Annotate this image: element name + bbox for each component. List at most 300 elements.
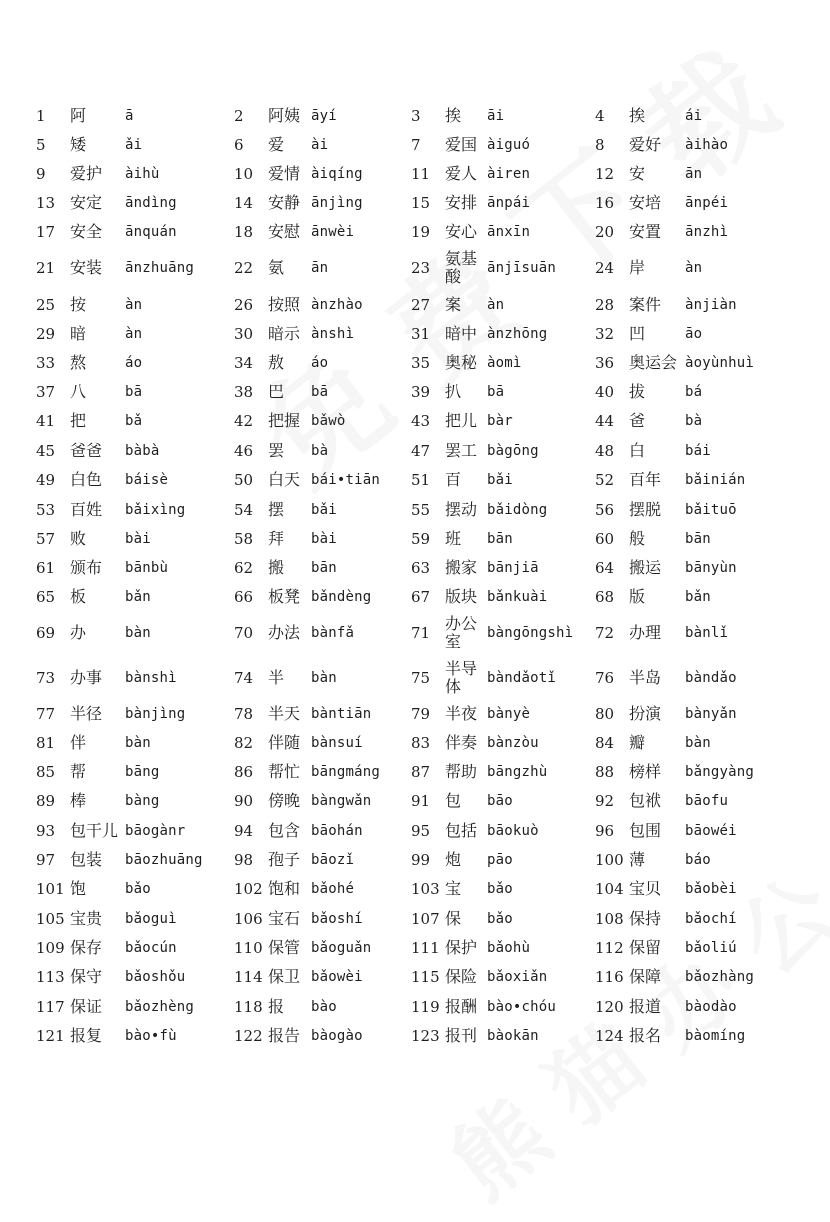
entry-number: 94 [234, 822, 254, 840]
entry-word: 保障 [629, 967, 662, 986]
entry-number: 40 [595, 383, 615, 401]
entry-word: 摆 [268, 500, 285, 519]
entry-pinyin: bái•tiān [311, 472, 381, 488]
entry-number: 91 [411, 792, 431, 810]
entry-number: 52 [595, 471, 615, 489]
entry-pinyin: bān [487, 531, 513, 547]
entry-word: 孢子 [268, 850, 301, 869]
entry-number: 103 [411, 880, 440, 898]
entry-word: 保守 [70, 967, 103, 986]
entry-pinyin: bào [311, 999, 337, 1015]
table-row [0, 787, 830, 816]
entry-word: 摆动 [445, 500, 478, 519]
entry-word: 爱国 [445, 135, 478, 154]
entry-number: 90 [234, 792, 254, 810]
entry-number: 14 [234, 194, 254, 212]
entry-word: 办法 [268, 623, 301, 642]
entry-number: 16 [595, 194, 615, 212]
entry-number: 78 [234, 705, 254, 723]
entry-number: 27 [411, 296, 431, 314]
entry-word: 奥运会 [629, 353, 678, 372]
entry-number: 108 [595, 910, 624, 928]
entry-pinyin: ànzhào [311, 297, 363, 313]
entry-word: 凹 [629, 324, 646, 343]
entry-word: 报酬 [445, 997, 478, 1016]
table-row [0, 437, 830, 466]
entry-word: 把儿 [445, 411, 478, 430]
entry-pinyin: bàn [125, 625, 151, 641]
entry-number: 106 [234, 910, 263, 928]
entry-number: 31 [411, 325, 431, 343]
entry-word: 报告 [268, 1026, 301, 1045]
entry-pinyin: báisè [125, 472, 169, 488]
entry-number: 51 [411, 471, 431, 489]
entry-number: 113 [36, 968, 65, 986]
table-row [0, 131, 830, 160]
entry-word: 板 [70, 587, 87, 606]
entry-number: 18 [234, 223, 254, 241]
entry-pinyin: bǎozhèng [125, 999, 195, 1015]
entry-pinyin: àomì [487, 355, 522, 371]
entry-number: 47 [411, 442, 431, 460]
entry-word: 伴奏 [445, 733, 478, 752]
entry-pinyin: bànsuí [311, 735, 363, 751]
entry-pinyin: bàodào [685, 999, 737, 1015]
entry-word: 包围 [629, 821, 662, 840]
entry-word: 颁布 [70, 558, 103, 577]
entry-number: 109 [36, 939, 65, 957]
entry-number: 83 [411, 734, 431, 752]
entry-word: 拜 [268, 529, 285, 548]
entry-word: 办事 [70, 668, 103, 687]
entry-word: 安装 [70, 258, 103, 277]
entry-word: 百姓 [70, 500, 103, 519]
entry-pinyin: bàgōng [487, 443, 539, 459]
entry-word: 挨 [629, 106, 646, 125]
entry-number: 58 [234, 530, 254, 548]
entry-pinyin: ài [311, 137, 329, 153]
entry-word: 扮演 [629, 704, 662, 723]
entry-pinyin: bāohán [311, 823, 363, 839]
entry-word: 氨基酸 [445, 249, 478, 286]
entry-pinyin: bǎohé [311, 881, 355, 897]
table-row [0, 378, 830, 407]
entry-pinyin: bànjìng [125, 706, 186, 722]
entry-pinyin: ànshì [311, 326, 355, 342]
entry-pinyin: àn [125, 326, 143, 342]
entry-word: 摆脱 [629, 500, 662, 519]
entry-word: 爱情 [268, 164, 301, 183]
entry-number: 30 [234, 325, 254, 343]
entry-pinyin: bái [685, 443, 711, 459]
entry-number: 122 [234, 1027, 263, 1045]
entry-word: 半天 [268, 704, 301, 723]
entry-word: 保持 [629, 909, 662, 928]
entry-pinyin: ānzhuāng [125, 260, 195, 276]
entry-pinyin: bāngzhù [487, 764, 548, 780]
entry-number: 10 [234, 165, 254, 183]
entry-word: 百年 [629, 470, 662, 489]
entry-word: 按照 [268, 295, 301, 314]
entry-number: 98 [234, 851, 254, 869]
entry-number: 84 [595, 734, 615, 752]
entry-pinyin: bǎituō [685, 502, 737, 518]
table-row [0, 658, 830, 698]
entry-pinyin: bàn [125, 735, 151, 751]
entry-number: 64 [595, 559, 615, 577]
entry-word: 败 [70, 529, 87, 548]
entry-pinyin: àiqíng [311, 166, 363, 182]
entry-word: 半导体 [445, 659, 478, 696]
entry-pinyin: bǎobèi [685, 881, 737, 897]
entry-word: 宝贵 [70, 909, 103, 928]
entry-word: 报名 [629, 1026, 662, 1045]
entry-word: 半岛 [629, 668, 662, 687]
entry-word: 暗 [70, 324, 87, 343]
entry-word: 爱人 [445, 164, 478, 183]
entry-word: 帮助 [445, 762, 478, 781]
entry-number: 79 [411, 705, 431, 723]
table-row [0, 349, 830, 378]
entry-word: 安心 [445, 222, 478, 241]
entry-number: 15 [411, 194, 431, 212]
entry-pinyin: bànlǐ [685, 625, 729, 641]
entry-number: 6 [234, 136, 244, 154]
entry-pinyin: ān [311, 260, 329, 276]
entry-number: 4 [595, 107, 605, 125]
entry-word: 安定 [70, 193, 103, 212]
entry-pinyin: bànshì [125, 670, 177, 686]
entry-word: 安全 [70, 222, 103, 241]
entry-word: 报道 [629, 997, 662, 1016]
entry-word: 保管 [268, 938, 301, 957]
entry-word: 宝石 [268, 909, 301, 928]
entry-pinyin: ànzhōng [487, 326, 548, 342]
entry-pinyin: ànjiàn [685, 297, 737, 313]
table-row [0, 758, 830, 787]
entry-pinyin: bā [311, 384, 329, 400]
entry-pinyin: bào•fù [125, 1028, 177, 1044]
entry-number: 77 [36, 705, 56, 723]
entry-word: 安培 [629, 193, 662, 212]
entry-number: 80 [595, 705, 615, 723]
entry-pinyin: bàogào [311, 1028, 363, 1044]
table-row [0, 496, 830, 525]
entry-number: 13 [36, 194, 56, 212]
entry-number: 35 [411, 354, 431, 372]
entry-number: 8 [595, 136, 605, 154]
entry-pinyin: àiren [487, 166, 531, 182]
entry-pinyin: bàn [311, 670, 337, 686]
table-row [0, 1022, 830, 1051]
table-row [0, 963, 830, 992]
entry-number: 104 [595, 880, 624, 898]
entry-word: 拔 [629, 382, 646, 401]
entry-word: 帮 [70, 762, 87, 781]
entry-word: 板凳 [268, 587, 301, 606]
entry-word: 暗中 [445, 324, 478, 343]
entry-pinyin: bǎocún [125, 940, 177, 956]
entry-pinyin: ānwèi [311, 224, 355, 240]
entry-number: 45 [36, 442, 56, 460]
entry-pinyin: bǎ [125, 413, 143, 429]
entry-number: 96 [595, 822, 615, 840]
entry-word: 饱 [70, 879, 87, 898]
entry-word: 奥秘 [445, 353, 478, 372]
table-row [0, 248, 830, 288]
entry-word: 瓣 [629, 733, 646, 752]
entry-pinyin: bǎidòng [487, 502, 548, 518]
entry-word: 饱和 [268, 879, 301, 898]
entry-word: 安 [629, 164, 646, 183]
entry-number: 86 [234, 763, 254, 781]
entry-word: 包 [445, 791, 462, 810]
entry-pinyin: bǎowèi [311, 969, 363, 985]
entry-word: 阿姨 [268, 106, 301, 125]
entry-number: 26 [234, 296, 254, 314]
entry-number: 22 [234, 259, 254, 277]
entry-pinyin: bāokuò [487, 823, 539, 839]
entry-pinyin: àihù [125, 166, 160, 182]
entry-number: 36 [595, 354, 615, 372]
entry-number: 23 [411, 259, 431, 277]
entry-pinyin: bǎoxiǎn [487, 969, 548, 985]
entry-pinyin: bǎoguì [125, 911, 177, 927]
entry-number: 54 [234, 501, 254, 519]
entry-number: 29 [36, 325, 56, 343]
entry-number: 89 [36, 792, 56, 810]
entry-pinyin: bàn [685, 735, 711, 751]
entry-word: 安慰 [268, 222, 301, 241]
entry-pinyin: ái [685, 108, 703, 124]
entry-number: 95 [411, 822, 431, 840]
entry-number: 62 [234, 559, 254, 577]
entry-pinyin: bà [311, 443, 329, 459]
entry-number: 110 [234, 939, 263, 957]
table-row [0, 583, 830, 612]
entry-word: 半径 [70, 704, 103, 723]
entry-word: 保卫 [268, 967, 301, 986]
entry-word: 安置 [629, 222, 662, 241]
entry-pinyin: ānxīn [487, 224, 531, 240]
entry-pinyin: bānjiā [487, 560, 539, 576]
table-row [0, 934, 830, 963]
entry-number: 41 [36, 412, 56, 430]
entry-number: 65 [36, 588, 56, 606]
entry-pinyin: bà [685, 413, 703, 429]
entry-number: 101 [36, 880, 65, 898]
entry-number: 99 [411, 851, 431, 869]
entry-word: 百 [445, 470, 462, 489]
table-row [0, 102, 830, 131]
entry-pinyin: bāozhuāng [125, 852, 203, 868]
entry-pinyin: bànzòu [487, 735, 539, 751]
entry-pinyin: bǎn [685, 589, 711, 605]
entry-pinyin: bǎochí [685, 911, 737, 927]
entry-number: 46 [234, 442, 254, 460]
entry-pinyin: àihào [685, 137, 729, 153]
entry-word: 案件 [629, 295, 662, 314]
entry-number: 2 [234, 107, 244, 125]
table-row [0, 846, 830, 875]
entry-pinyin: bàngwǎn [311, 793, 372, 809]
entry-word: 八 [70, 382, 87, 401]
table-row [0, 817, 830, 846]
entry-word: 报 [268, 997, 285, 1016]
entry-number: 69 [36, 624, 56, 642]
entry-pinyin: bān [685, 531, 711, 547]
entry-word: 保 [445, 909, 462, 928]
entry-pinyin: bāogànr [125, 823, 186, 839]
entry-pinyin: bā [125, 384, 143, 400]
entry-word: 把握 [268, 411, 301, 430]
entry-word: 敖 [268, 353, 285, 372]
entry-number: 37 [36, 383, 56, 401]
entry-pinyin: ānjìng [311, 195, 363, 211]
entry-number: 97 [36, 851, 56, 869]
entry-number: 7 [411, 136, 421, 154]
table-row [0, 525, 830, 554]
entry-number: 21 [36, 259, 56, 277]
entry-pinyin: bǎoshí [311, 911, 363, 927]
entry-word: 版 [629, 587, 646, 606]
entry-word: 包装 [70, 850, 103, 869]
entry-word: 爸爸 [70, 441, 103, 460]
entry-pinyin: bāofu [685, 793, 729, 809]
entry-number: 59 [411, 530, 431, 548]
table-row [0, 320, 830, 349]
entry-number: 66 [234, 588, 254, 606]
entry-pinyin: bǎinián [685, 472, 746, 488]
table-row [0, 218, 830, 247]
entry-pinyin: bǎi [487, 472, 513, 488]
entry-number: 114 [234, 968, 263, 986]
entry-word: 包干儿 [70, 821, 119, 840]
entry-word: 扒 [445, 382, 462, 401]
entry-number: 44 [595, 412, 615, 430]
entry-number: 73 [36, 669, 56, 687]
entry-number: 38 [234, 383, 254, 401]
entry-number: 71 [411, 624, 431, 642]
entry-word: 榜样 [629, 762, 662, 781]
entry-pinyin: àiguó [487, 137, 531, 153]
entry-number: 102 [234, 880, 263, 898]
entry-pinyin: bā [487, 384, 505, 400]
entry-number: 92 [595, 792, 615, 810]
entry-word: 白色 [70, 470, 103, 489]
entry-number: 53 [36, 501, 56, 519]
entry-word: 保存 [70, 938, 103, 957]
entry-number: 68 [595, 588, 615, 606]
entry-pinyin: àn [487, 297, 505, 313]
entry-number: 93 [36, 822, 56, 840]
entry-number: 67 [411, 588, 431, 606]
entry-pinyin: bànfǎ [311, 625, 355, 641]
entry-number: 123 [411, 1027, 440, 1045]
entry-pinyin: bào•chóu [487, 999, 557, 1015]
entry-pinyin: bǎi [311, 502, 337, 518]
entry-pinyin: bāng [125, 764, 160, 780]
table-row [0, 189, 830, 218]
entry-pinyin: bàokān [487, 1028, 539, 1044]
entry-number: 11 [411, 165, 431, 183]
entry-pinyin: bānyùn [685, 560, 737, 576]
entry-pinyin: bǎoshǒu [125, 969, 186, 985]
entry-word: 案 [445, 295, 462, 314]
entry-number: 76 [595, 669, 615, 687]
entry-pinyin: àn [685, 260, 703, 276]
entry-pinyin: bàbà [125, 443, 160, 459]
entry-pinyin: ānpái [487, 195, 531, 211]
entry-pinyin: bài [125, 531, 151, 547]
entry-number: 85 [36, 763, 56, 781]
entry-number: 74 [234, 669, 254, 687]
entry-number: 5 [36, 136, 46, 154]
entry-number: 115 [411, 968, 440, 986]
entry-word: 白 [629, 441, 646, 460]
entry-number: 32 [595, 325, 615, 343]
entry-word: 薄 [629, 850, 646, 869]
entry-word: 包括 [445, 821, 478, 840]
entry-number: 17 [36, 223, 56, 241]
entry-word: 熬 [70, 353, 87, 372]
entry-pinyin: bàntiān [311, 706, 372, 722]
entry-word: 氨 [268, 258, 285, 277]
entry-number: 12 [595, 165, 615, 183]
entry-number: 60 [595, 530, 615, 548]
entry-number: 3 [411, 107, 421, 125]
entry-pinyin: bān [311, 560, 337, 576]
entry-word: 包含 [268, 821, 301, 840]
entry-word: 爱好 [629, 135, 662, 154]
entry-number: 19 [411, 223, 431, 241]
entry-word: 爱 [268, 135, 285, 154]
entry-word: 挨 [445, 106, 462, 125]
entry-pinyin: bǎngyàng [685, 764, 755, 780]
entry-pinyin: bǎoguǎn [311, 940, 372, 956]
entry-word: 半 [268, 668, 285, 687]
table-row [0, 700, 830, 729]
entry-number: 42 [234, 412, 254, 430]
entry-number: 107 [411, 910, 440, 928]
entry-number: 82 [234, 734, 254, 752]
entry-pinyin: bāo [487, 793, 513, 809]
entry-word: 帮忙 [268, 762, 301, 781]
entry-word: 矮 [70, 135, 87, 154]
entry-number: 81 [36, 734, 56, 752]
entry-pinyin: bàng [125, 793, 160, 809]
entry-pinyin: ānquán [125, 224, 177, 240]
entry-word: 宝 [445, 879, 462, 898]
entry-pinyin: ǎi [125, 137, 143, 153]
entry-pinyin: bǎo [125, 881, 151, 897]
entry-word: 伴 [70, 733, 87, 752]
entry-word: 搬 [268, 558, 285, 577]
entry-word: 巴 [268, 382, 285, 401]
entry-number: 117 [36, 998, 65, 1016]
entry-number: 116 [595, 968, 624, 986]
entry-number: 112 [595, 939, 624, 957]
entry-pinyin: bǎwò [311, 413, 346, 429]
entry-pinyin: āyí [311, 108, 337, 124]
entry-pinyin: āo [685, 326, 703, 342]
entry-number: 57 [36, 530, 56, 548]
entry-pinyin: ānjīsuān [487, 260, 557, 276]
entry-pinyin: bàngōngshì [487, 625, 574, 641]
entry-number: 88 [595, 763, 615, 781]
entry-number: 72 [595, 624, 615, 642]
entry-word: 搬运 [629, 558, 662, 577]
